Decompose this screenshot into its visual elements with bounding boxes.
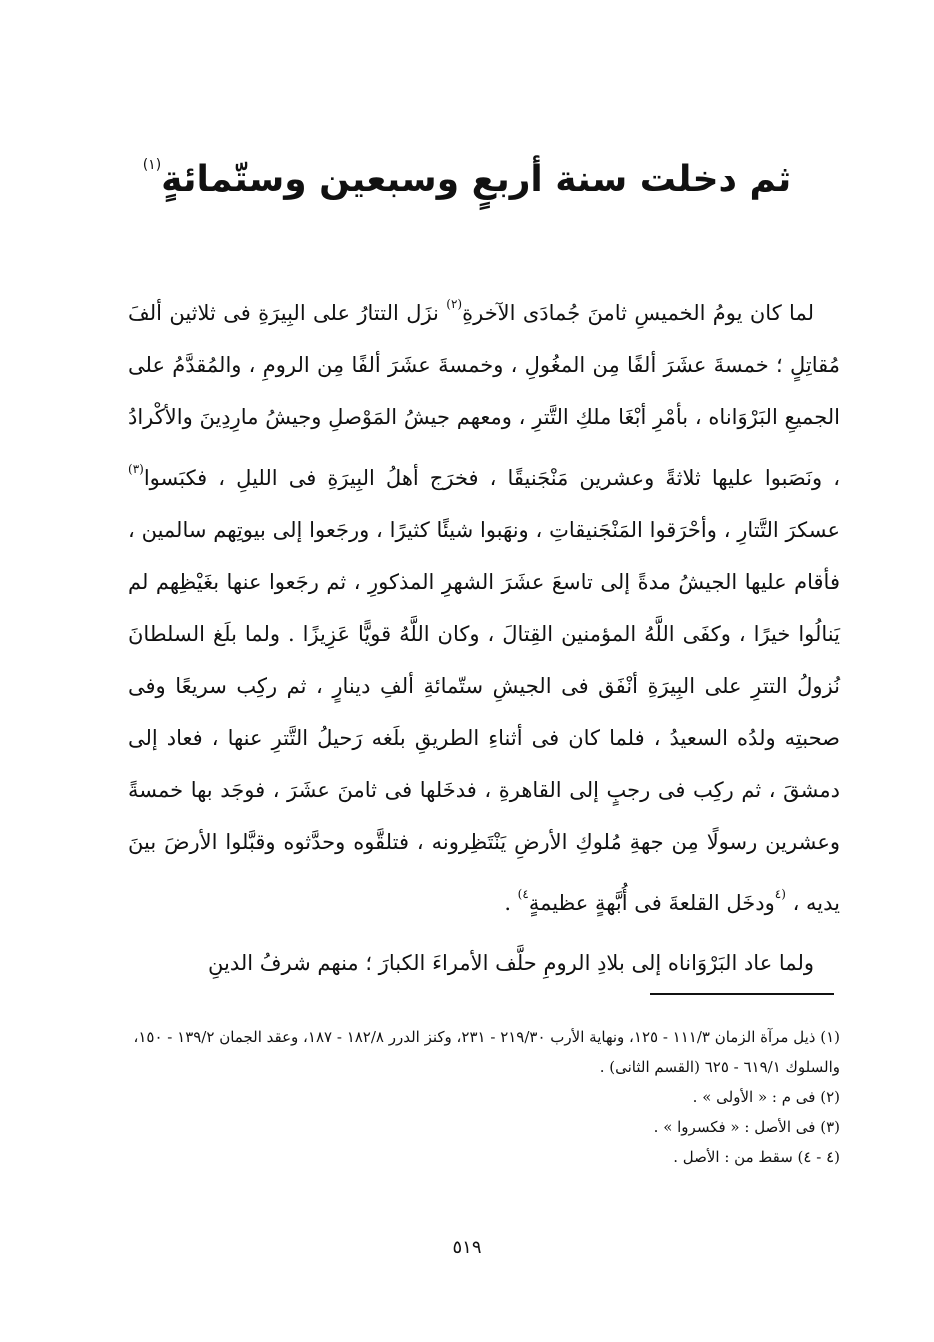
footnote-divider xyxy=(650,993,834,995)
footnote-ref-1: (١) xyxy=(142,157,162,173)
page-number: ٥١٩ xyxy=(452,1237,482,1258)
chapter-title xyxy=(60,140,874,205)
footnote-ref-4-end: ٤) xyxy=(517,887,529,901)
paragraph-1-part-2: نزَل التتارُ على البِيرَةِ فى ثلاثين ألفَ مُقاتِلٍ ؛ خمسةَ عشَرَ ألفًا مِن المغُولِ ، وخمسةَ عشَرَ ألفًا مِن الرومِ ، والمُقدَّمُ على الجميعِ البَرْوَاناه ، بأمْرِ أبْغَا ملكِ التَّترِ ، ومعهم جيشُ المَوْصلِ وجيشُ مارِدِينَ والأكْرادُ ، ونَصَبوا عليها ثلاثةً وعشرين مَنْجَنيقًا ، فخرَج أهلُ البِيرَةِ فى الليلِ ، فكبَسوا xyxy=(128,301,840,490)
paragraph-1 xyxy=(128,278,840,929)
footnote-ref-2: (٢) xyxy=(446,297,463,311)
paragraph-1-part-3: عسكرَ التَّتارِ ، وأحْرَقوا المَنْجَنيقاتِ ، ونهَبوا شيئًا كثيرًا ، ورجَعوا إلى بيوتِهم سالمين ، فأقام عليها الجيشُ مدةً إلى تاسعَ عشَرَ الشهرِ المذكورِ ، ثم رجَعوا عنها بغَيْظِهم لم يَنالُوا خيرًا ، وكفَى اللَّهُ المؤمنين القِتالَ ، وكان اللَّهُ قويًّا عَزِيزًا . ولما بلَغ السلطانَ نُزولُ التترِ على البِيرَةِ أنْفَق فى الجيشِ ستّمائةِ ألفِ دينارٍ ، ثم ركِب سريعًا وفى صحبتِه ولدُه السعيدُ ، فلما كان فى أثناءِ الطريقِ بلَغه رَحيلُ التَّترِ عنها ، فعاد إلى دمشقَ ، ثم ركِب فى رجبٍ إلى القاهرةِ ، فدخَلها فى ثامنَ عشَرَ ، فوجَد بها خمسةً وعشرين رسولًا مِن جهةِ مُلوكِ الأرضِ يَنْتَظِرونه ، فتلقَّوه وحدَّثوه وقبَّلوا الأرضَ بينَ يديه ، xyxy=(128,518,840,915)
footnote-4: (٤ - ٤) سقط من : الأصل . xyxy=(673,1148,840,1166)
footnote-2: (٢) فى م : « الأولى » . xyxy=(692,1088,840,1106)
paragraph-1-part-4: ودخَل القلعةَ فى أُبَّهةٍ عظيمةٍ xyxy=(528,891,775,915)
paragraph-2: ولما عاد البَرْوَاناه إلى بلادِ الرومِ حلَّف الأمراءَ الكبارَ ؛ منهم شرفُ الدينِ xyxy=(208,951,814,975)
main-text xyxy=(128,278,840,989)
footnote-ref-3: (٣) xyxy=(128,462,144,476)
footnotes xyxy=(128,1022,840,1172)
paragraph-1-part-5: . xyxy=(504,891,518,915)
chapter-title-text: ثم دخلت سنة أربعٍ وسبعين وستّمائةٍ xyxy=(161,159,792,200)
footnote-3: (٣) فى الأصل : « فكسروا » . xyxy=(653,1118,840,1136)
footnote-1: (١) ذيل مرآة الزمان ١١١/٣ - ١٢٥، ونهاية الأرب ٢١٩/٣٠ - ٢٣١، وكنز الدرر ١٨٢/٨ - ١٨٧، وعقد الجمان ١٣٩/٢ - ١٥٠، والسلوك ٦١٩/١ - ٦٢٥ (القسم الثانى) . xyxy=(133,1028,840,1076)
footnote-ref-4-start: (٤ xyxy=(774,887,786,901)
paragraph-1-part-1: لما كان يومُ الخميسِ ثامنَ جُمادَى الآخرةِ xyxy=(462,301,814,325)
